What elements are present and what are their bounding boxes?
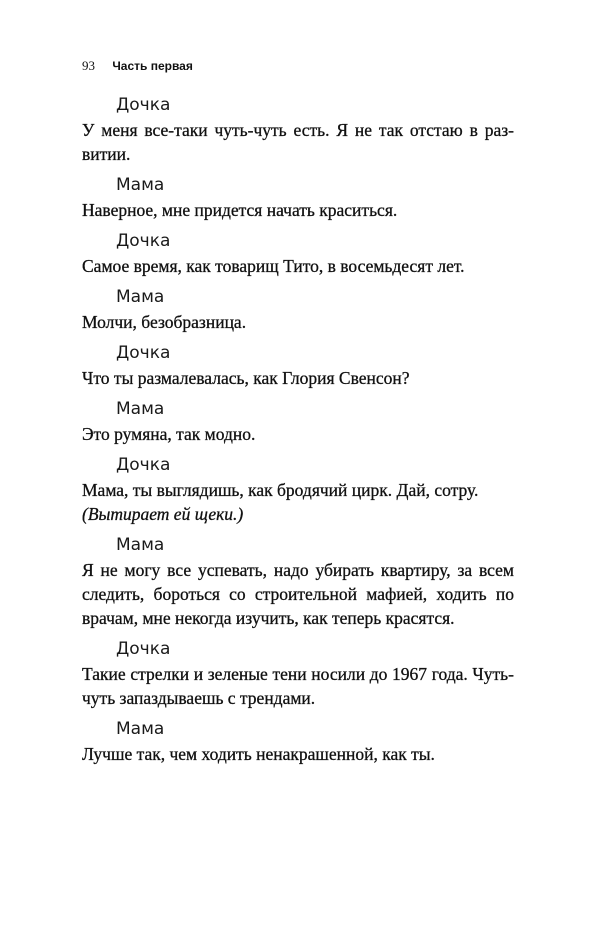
speaker-name: Дочка: [116, 455, 171, 475]
dialogue-line: Что ты размалевалась, как Глория Свенсон?: [82, 368, 410, 388]
speaker-name: Дочка: [116, 95, 171, 115]
dialogue-line: витии.: [82, 144, 131, 164]
dialogue-line: Наверное, мне придется начать краситься.: [82, 200, 398, 220]
dialogue-line: Молчи, безобразница.: [82, 312, 247, 332]
dialogue-line: У меня все-таки чуть-чуть есть. Я не так отстаю в раз-: [82, 120, 514, 140]
dialogue-line: чуть запаздываешь с трендами.: [82, 688, 316, 708]
page-number: 93: [82, 58, 95, 73]
dialogue-block: [82, 340, 514, 390]
speaker-name: Мама: [116, 535, 165, 555]
speaker-name: Мама: [116, 399, 165, 419]
dialogue-line: Такие стрелки и зеленые тени носили до 1967 года. Чуть-: [82, 664, 514, 684]
running-header: [82, 58, 193, 74]
dialogue-line: Это румяна, так модно.: [82, 424, 256, 444]
speaker-name: Дочка: [116, 639, 171, 659]
speaker-name: Мама: [116, 719, 165, 739]
speaker-name: Мама: [116, 287, 165, 307]
dialogue-block: [82, 532, 514, 630]
section-title: Часть первая: [112, 59, 193, 73]
dialogue-line: Самое время, как товарищ Тито, в восемьдесят лет.: [82, 256, 465, 276]
dialogue-line: Лучше так, чем ходить ненакрашенной, как ты.: [82, 744, 435, 764]
dialogue-block: [82, 284, 514, 334]
dialogue-block: [82, 228, 514, 278]
dialogue-block: [82, 452, 514, 526]
stage-direction: (Вытирает ей щеки.): [82, 504, 244, 524]
dialogue-line: Я не могу все успевать, надо убирать квартиру, за всем: [82, 560, 514, 580]
dialogue-block: [82, 396, 514, 446]
dialogue-line: врачам, мне некогда изучить, как теперь красятся.: [82, 608, 455, 628]
dialogue-text: [82, 92, 514, 772]
dialogue-block: [82, 636, 514, 710]
speaker-name: Мама: [116, 175, 165, 195]
speaker-name: Дочка: [116, 231, 171, 251]
speaker-name: Дочка: [116, 343, 171, 363]
dialogue-block: [82, 92, 514, 166]
dialogue-block: [82, 172, 514, 222]
dialogue-line: следить, бороться со строительной мафией, ходить по: [82, 584, 514, 604]
dialogue-block: [82, 716, 514, 766]
dialogue-line: Мама, ты выглядишь, как бродячий цирк. Дай, сотру.: [82, 480, 479, 500]
